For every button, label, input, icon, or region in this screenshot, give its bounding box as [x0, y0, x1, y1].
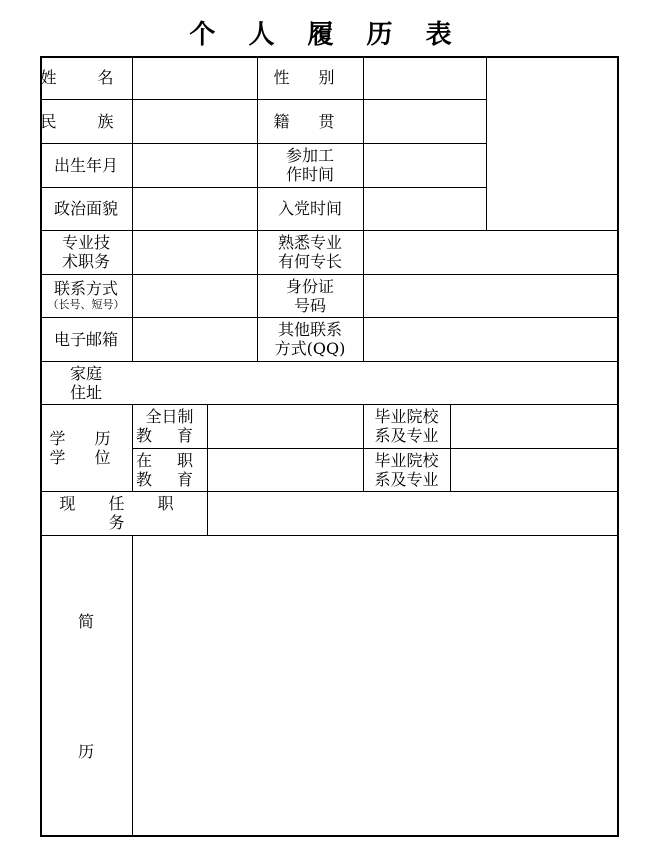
parttime-school-field[interactable]: [451, 449, 617, 490]
label-other-contact-line1: 其他联系: [277, 320, 342, 339]
ethnicity-field[interactable]: [133, 100, 256, 142]
label-education-line2: 学 位: [49, 447, 123, 467]
label-parttime: [132, 448, 207, 491]
native-place-field[interactable]: [364, 100, 485, 142]
label-education: [40, 404, 132, 491]
label-parttime-line1: 在 职: [135, 450, 204, 470]
label-other-contact: [257, 317, 363, 361]
label-fulltime-line1: 全日制: [145, 407, 194, 426]
label-tech-title: [40, 230, 132, 274]
label-tech-title-line2: 术职务: [61, 252, 110, 271]
label-parttime-school: [363, 448, 450, 491]
resume-field[interactable]: [133, 536, 617, 835]
label-email: 电子邮箱: [53, 329, 118, 349]
form-title: 个 人 履 历 表: [189, 20, 464, 50]
label-party-join: 入党时间: [277, 199, 342, 218]
label-ethnicity: 民 族: [40, 111, 132, 131]
label-education-line1: 学 历: [49, 428, 123, 448]
work-start-field[interactable]: [364, 144, 485, 186]
other-contact-field[interactable]: [364, 318, 617, 360]
photo-area[interactable]: [487, 58, 617, 229]
birth-field[interactable]: [133, 144, 256, 186]
label-work-start-line1: 参加工: [285, 146, 334, 165]
email-field[interactable]: [133, 318, 256, 360]
label-parttime-line2: 教 育: [135, 469, 204, 489]
label-expertise-line2: 有何专长: [277, 252, 342, 271]
label-school-b-line2: 系及专业: [374, 469, 439, 489]
label-gender: 性 别: [273, 68, 347, 87]
fulltime-degree-field[interactable]: [208, 405, 362, 447]
label-expertise-line1: 熟悉专业: [277, 233, 342, 252]
contact-field[interactable]: [133, 275, 256, 316]
label-address-line1: 家庭: [69, 363, 102, 383]
label-other-contact-line2: 方式(QQ): [274, 339, 346, 358]
label-school-line1: 毕业院校: [374, 407, 439, 426]
tech-title-field[interactable]: [133, 231, 256, 273]
label-fulltime-school: [363, 404, 450, 448]
party-join-field[interactable]: [364, 188, 485, 229]
position-field[interactable]: [208, 492, 617, 534]
label-work-start-line2: 作时间: [285, 165, 334, 184]
label-id-line1: 身份证: [285, 276, 334, 296]
label-political: 政治面貌: [53, 199, 118, 218]
expertise-field[interactable]: [364, 231, 617, 273]
label-id-line2: 号码: [293, 295, 326, 315]
resume-form: [40, 56, 619, 837]
label-native-place: 籍 贯: [273, 111, 347, 131]
parttime-degree-field[interactable]: [208, 449, 362, 490]
label-fulltime-line2: 教 育: [135, 426, 204, 445]
fulltime-school-field[interactable]: [451, 405, 617, 447]
label-resume-char2: 历: [77, 741, 94, 761]
label-address-line2: 住址: [69, 382, 102, 402]
id-number-field[interactable]: [364, 275, 617, 316]
gender-field[interactable]: [364, 57, 485, 98]
political-field[interactable]: [133, 188, 256, 229]
label-id-number: [257, 274, 363, 317]
label-school-line2: 系及专业: [374, 426, 439, 445]
label-work-start: [257, 143, 363, 187]
label-fulltime: [132, 404, 207, 448]
label-position: 现 任 职 务: [59, 494, 188, 532]
name-field[interactable]: [133, 57, 256, 98]
label-address: [40, 361, 132, 404]
label-contact-line2: （长号、短号）: [47, 298, 125, 311]
label-school-b-line1: 毕业院校: [374, 450, 439, 470]
label-tech-title-line1: 专业技: [61, 233, 110, 252]
label-expertise: [257, 230, 363, 274]
label-resume-char1: 简: [77, 611, 94, 631]
label-contact-line1: 联系方式: [53, 279, 118, 298]
address-field[interactable]: [133, 362, 617, 403]
label-birth: 出生年月: [53, 155, 118, 175]
label-name: 姓 名: [40, 68, 132, 87]
label-contact: [40, 274, 132, 317]
